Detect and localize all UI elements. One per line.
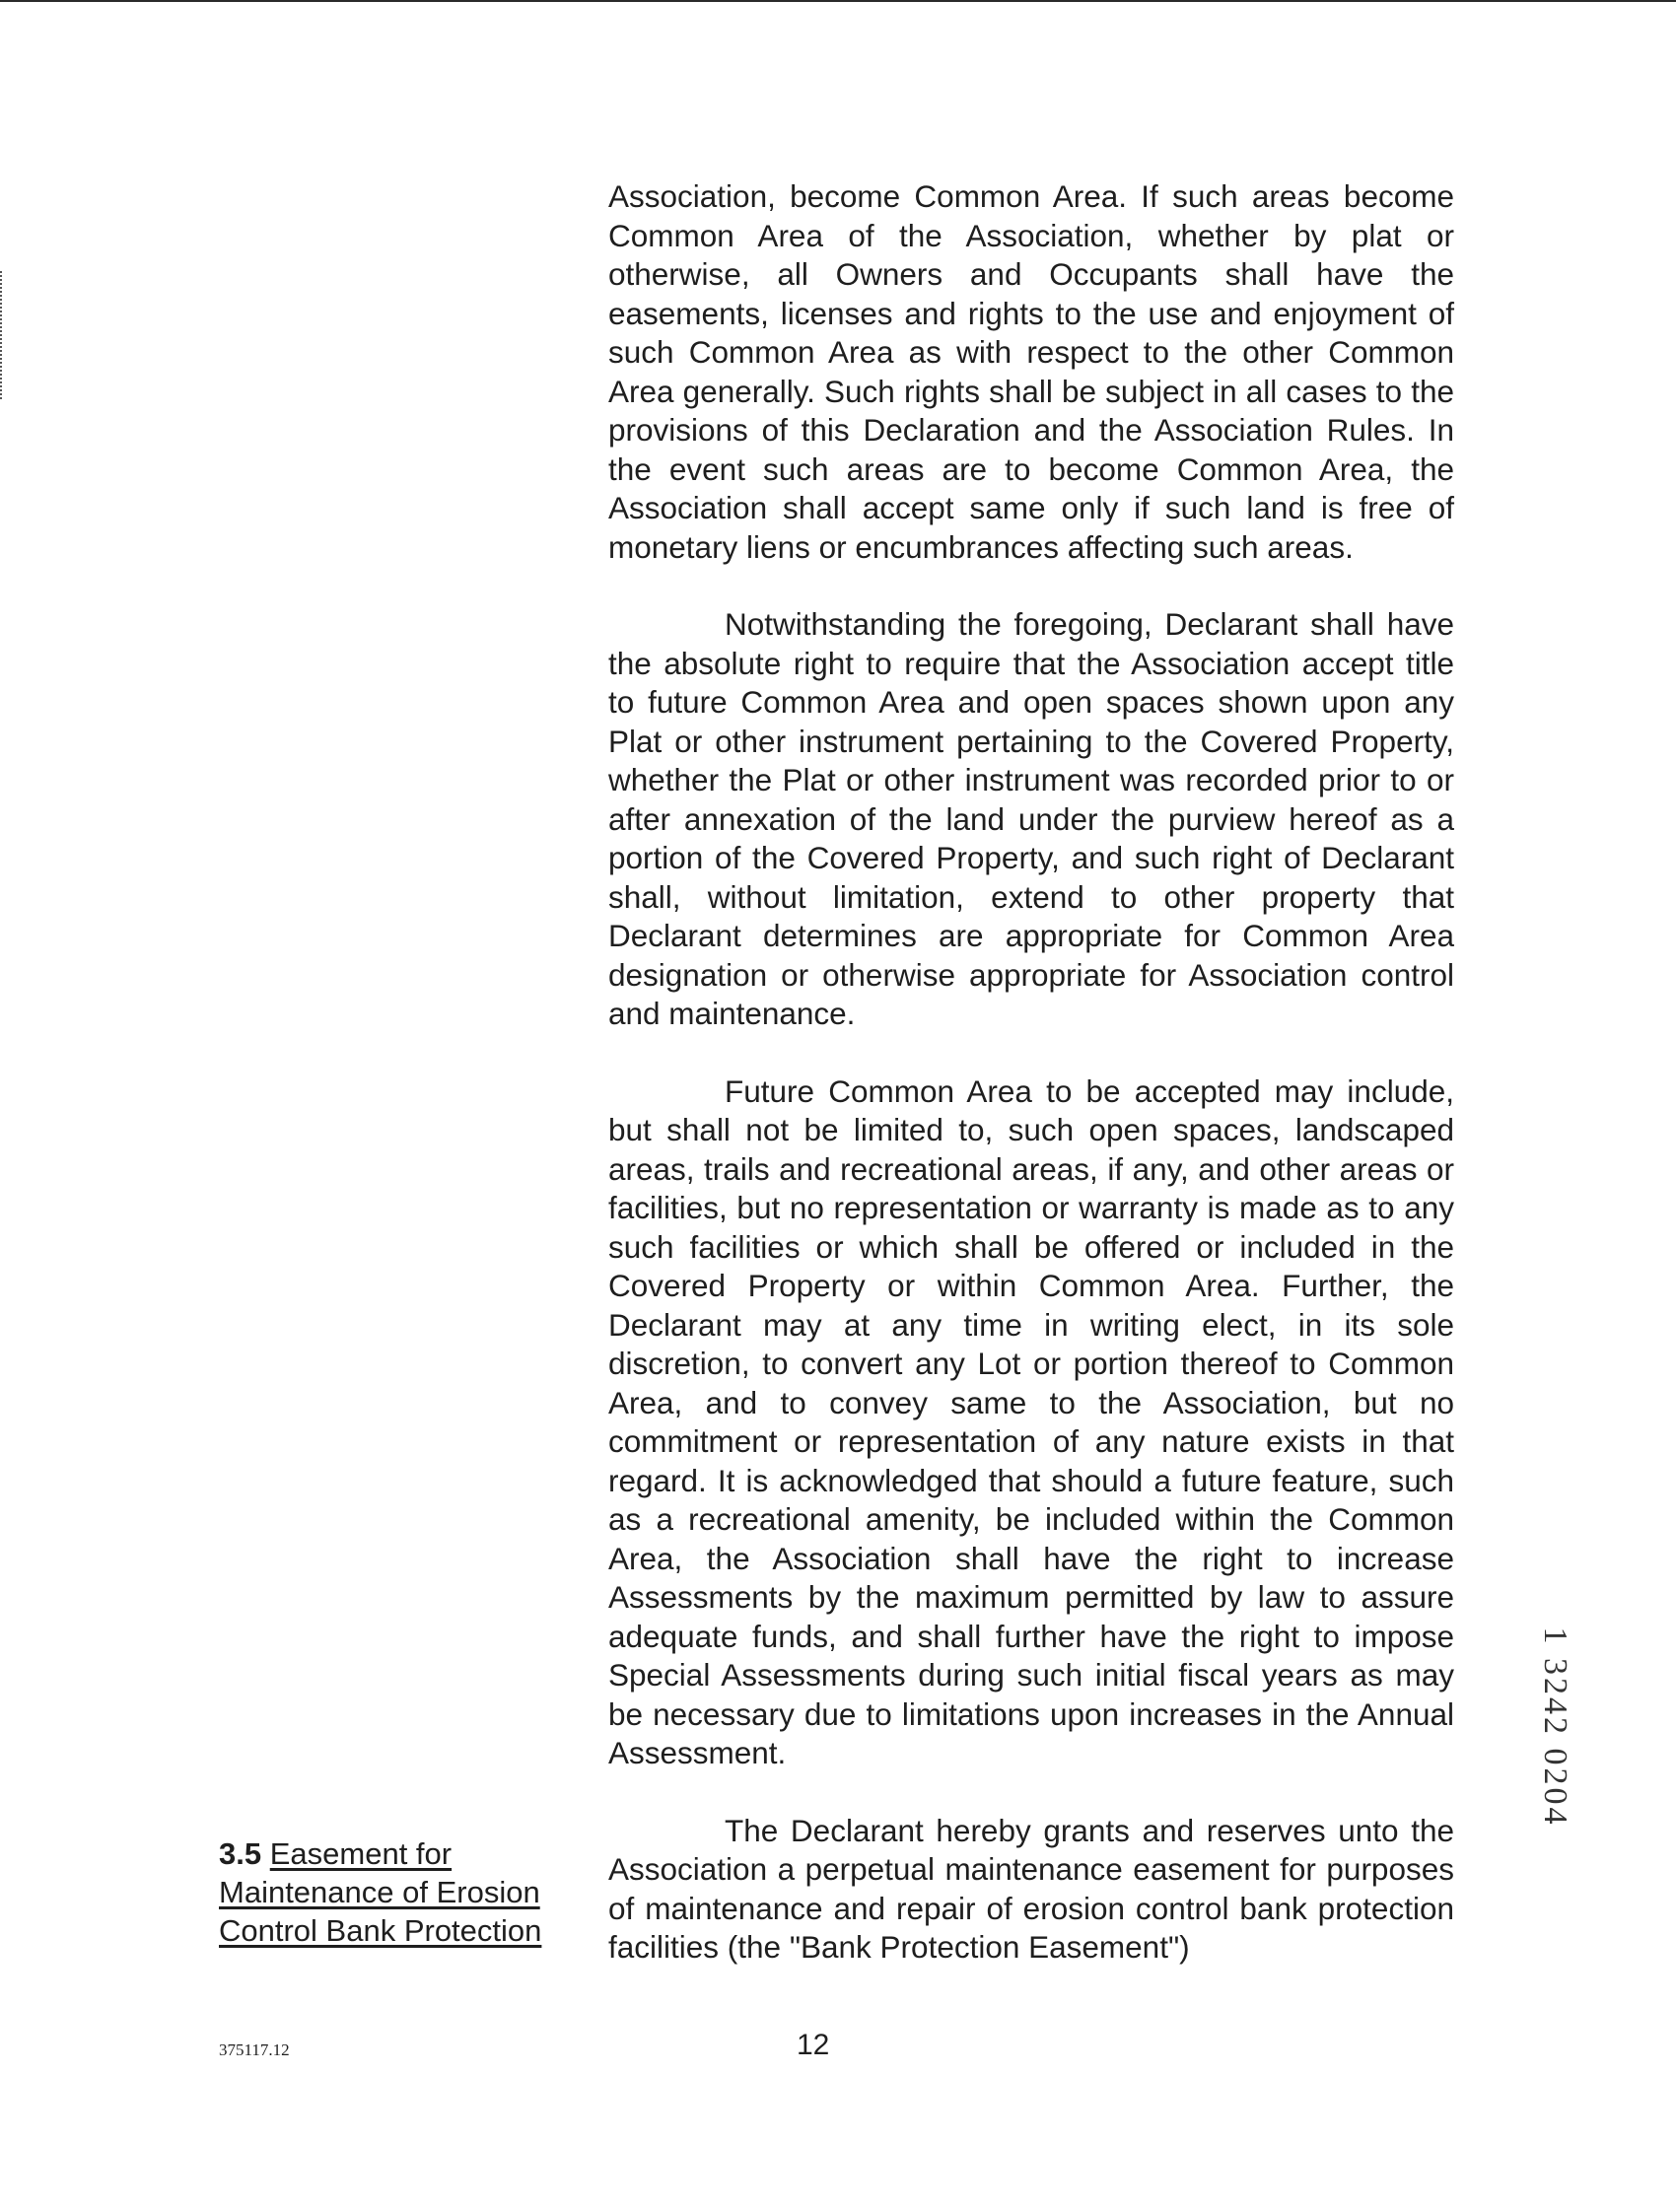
page-number: 12 bbox=[797, 2029, 830, 2061]
recording-stamp-number: 1 3242 0204 bbox=[1537, 1626, 1573, 1828]
paragraph-bank-protection-easement: The Declarant hereby grants and reserves unto the Association a perpetual maintenance easement for purposes of maintenance and repair of erosion control bank protection facilities (the "Bank Protection Easement") bbox=[608, 1812, 1454, 1965]
body-column bbox=[608, 177, 1454, 1968]
section-number: 3.5 bbox=[219, 1836, 262, 1871]
recording-stamp bbox=[1533, 1595, 1576, 1859]
paragraph-declarant-right: Notwithstanding the foregoing, Declarant shall have the absolute right to require that the Association accept title to future Common Area and open spaces shown upon any Plat or other instrument pertaining to the Covered Property, whether the Plat or other instrument was recorded prior to or after annexation of the land under the purview hereof as a portion of the Covered Property, and such right of Declarant shall, without limitation, extend to other property that Declarant determines are appropriate for Common Area designation or otherwise appropriate for Association control and maintenance. bbox=[608, 606, 1454, 1031]
paragraph-common-area-continuation: Association, become Common Area. If such areas become Common Area of the Association, whether by plat or otherwise, all Owners and Occupants shall have the easements, licenses and rights to the use and enjoyment of such Common Area as with respect to the other Common Area generally. Such rights shall be subject in all cases to the provisions of this Declaration and the Association Rules. In the event such areas are to become Common Area, the Association shall accept same only if such land is free of monetary liens or encumbrances affecting such areas. bbox=[608, 178, 1454, 565]
document-id: 375117.12 bbox=[219, 2040, 290, 2059]
scan-left-edge-marks bbox=[0, 271, 4, 399]
section-heading-3-5 bbox=[219, 1834, 586, 1950]
scan-top-edge bbox=[0, 0, 1676, 2]
section-title: Easement for Maintenance of Erosion Control Bank Protection bbox=[219, 1836, 542, 1948]
paragraph-future-common-area: Future Common Area to be accepted may include, but shall not be limited to, such open spaces, landscaped areas, trails and recreational areas, if any, and other areas or facilities, but no representation or warranty is made as to any such facilities or which shall be offered or included in the Covered Property or within Common Area. Further, the Declarant may at any time in writing elect, in its sole discretion, to convert any Lot or portion thereof to Common Area, and to convey same to the Association, but no commitment or representation of any nature exists in that regard. It is acknowledged that should a future feature, such as a recreational amenity, be included within the Common Area, the Association shall have the right to increase Assessments by the maximum permitted by law to assure adequate funds, and shall further have the right to impose Special Assessments during such initial fiscal years as may be necessary due to limitations upon increases in the Annual Assessment. bbox=[608, 1072, 1454, 1770]
